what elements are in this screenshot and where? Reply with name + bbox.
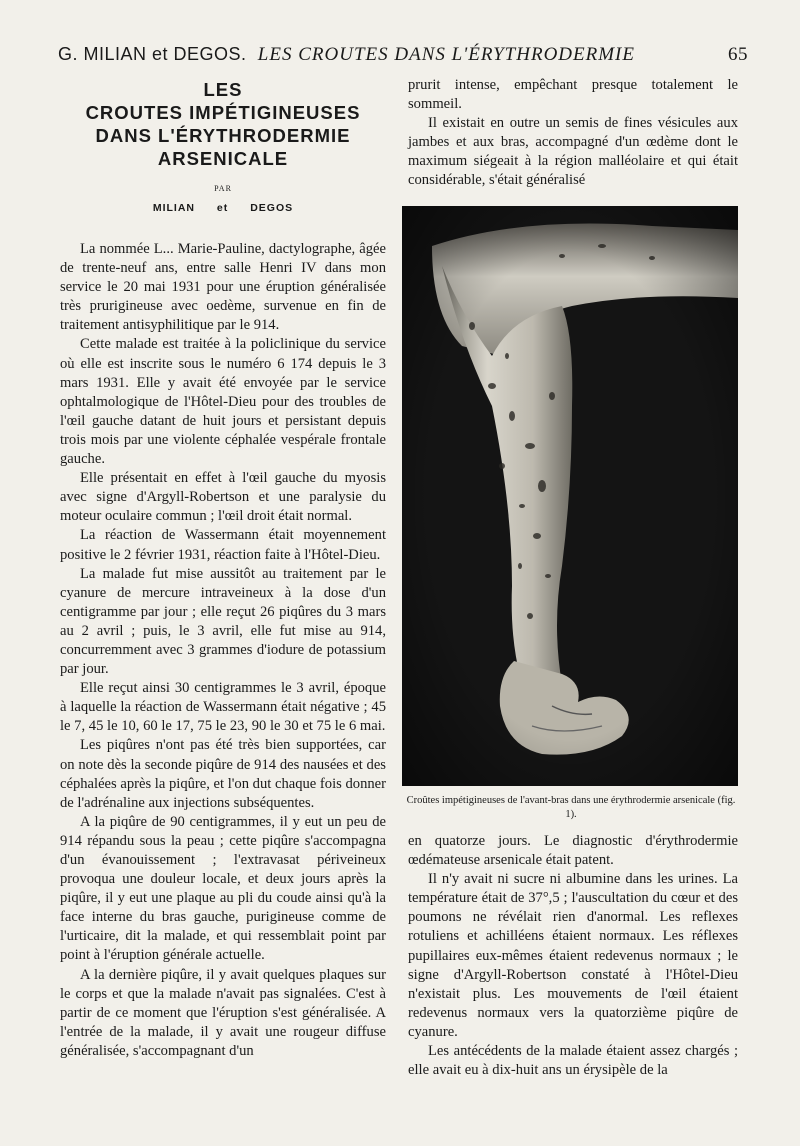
article-title	[60, 78, 386, 170]
byline-authors: MILIAN et DEGOS	[152, 202, 294, 214]
paragraph: La malade fut mise aussitôt au traitement par le cyanure de mercure intraveineux à la dose d'un centigramme par jour ; elle reçut 26 piqûres du 3 mars au 2 avril ; puis, le 3 avril, elle fut mise au 914, concurremment avec 3 grammes d'iodure de potassium par jour.	[60, 565, 386, 678]
left-column	[60, 240, 386, 1061]
header-running-title: LES CROUTES DANS L'ÉRYTHRODERMIE	[257, 44, 635, 65]
paragraph: La nommée L... Marie-Pauline, dactylographe, âgée de trente-neuf ans, entre salle Henri IV dans mon service le 20 mai 1931 pour une éruption généralisée très prurigineuse avec oedème, survenue en fin de traitement antisyphilitique par le 914.	[60, 241, 386, 334]
paragraph: Cette malade est traitée à la policlinique du service où elle est inscrite sous le numéro 6 174 depuis le 3 mars 1931. Elle y avait été envoyée par le service ophtalmologique de l'Hôtel-Dieu pour des troubles de l'œil gauche datant de huit jours et persistant depuis trois mois par une violente céphalée vespérale frontale gauche.	[60, 336, 386, 468]
paragraph: en quatorze jours. Le diagnostic d'érythrodermie œdémateuse arsenicale était patent.	[408, 833, 738, 869]
byline-par: PAR	[214, 184, 232, 193]
forearm-photo-illustration	[402, 206, 738, 786]
paragraph: prurit intense, empêchant presque totalement le sommeil.	[408, 77, 738, 113]
running-header	[58, 44, 748, 66]
paragraph: Il n'y avait ni sucre ni albumine dans les urines. La température était de 37°,5 ; l'auscultation du cœur et des poumons ne révélait rien d'anormal. Les reflexes rotuliens et achilléens étaient normaux. Les réflexes pupillaires eux-mêmes étaient redevenus normaux ; le signe d'Argyll-Robertson constaté à l'Hôtel-Dieu n'existait plus. Les mouvements de l'œil étaient redevenus normaux vers la quatorzième piqûre de cyanure.	[408, 871, 738, 1040]
paragraph: Les antécédents de la malade étaient assez chargés ; elle avait eu à dix-huit ans un érysipèle de la	[408, 1043, 738, 1079]
paragraph: A la piqûre de 90 centigrammes, il y eut un peu de 914 répandu sous la peau ; cette piqûre s'accompagna d'un évanouissement ; l'extravasat périveineux provoqua une douleur locale, et deux jours après la piqûre, il y eut une plaque au pli du coude ainsi qu'à la face interne du bras gauche, purigineuse comme de l'urticaire, dit la malade, et qui ressemblait point par point à l'éruption générale actuelle.	[60, 813, 386, 964]
title-line: DANS L'ÉRYTHRODERMIE	[95, 125, 351, 146]
header-authors: G. MILIAN et DEGOS.	[58, 44, 247, 64]
paragraph: Elle présentait en effet à l'œil gauche du myosis avec signe d'Argyll-Robertson et une paralysie du moteur oculaire commun ; l'œil droit était normal.	[60, 470, 386, 525]
right-column-bottom	[408, 832, 738, 1080]
title-line: LES	[203, 79, 243, 100]
title-line: ARSENICALE	[157, 148, 289, 169]
paragraph: Il existait en outre un semis de fines vésicules aux jambes et aux bras, accompagné d'un œdème dont le maximum siégeait à la région malléolaire et qui était considérable, s'était généralisé	[408, 115, 738, 189]
paragraph: Les piqûres n'ont pas été très bien supportées, car on note dès la seconde piqûre de 914 des nausées et des céphalées après la piqûre, et l'on dut chaque fois donner de l'adrénaline aux injections subséquentes.	[60, 737, 387, 811]
paragraph: La réaction de Wassermann était moyennement positive le 2 février 1931, réaction faite à l'Hôtel-Dieu.	[60, 527, 386, 563]
right-column-top	[408, 76, 738, 191]
paragraph: A la dernière piqûre, il y avait quelques plaques sur le corps et que la malade n'avait pas signalées. C'est à partir de ce moment que l'éruption s'est généralisée. A l'entrée de la malade, il y avait une rougeur diffuse généralisée, s'accompagnant d'un	[60, 966, 386, 1059]
figure-photo	[402, 206, 738, 786]
page-number: 65	[728, 44, 748, 65]
title-line: CROUTES IMPÉTIGINEUSES	[85, 102, 361, 123]
figure-caption: Croûtes impétigineuses de l'avant-bras dans une érythrodermie arsenicale (fig. 1).	[406, 795, 736, 820]
paragraph: Elle reçut ainsi 30 centigrammes le 3 avril, époque à laquelle la réaction de Wassermann était négative ; 45 le 7, 45 le 10, 60 le 17, 75 le 23, 90 le 30 et 75 le 6 mai.	[60, 680, 386, 735]
